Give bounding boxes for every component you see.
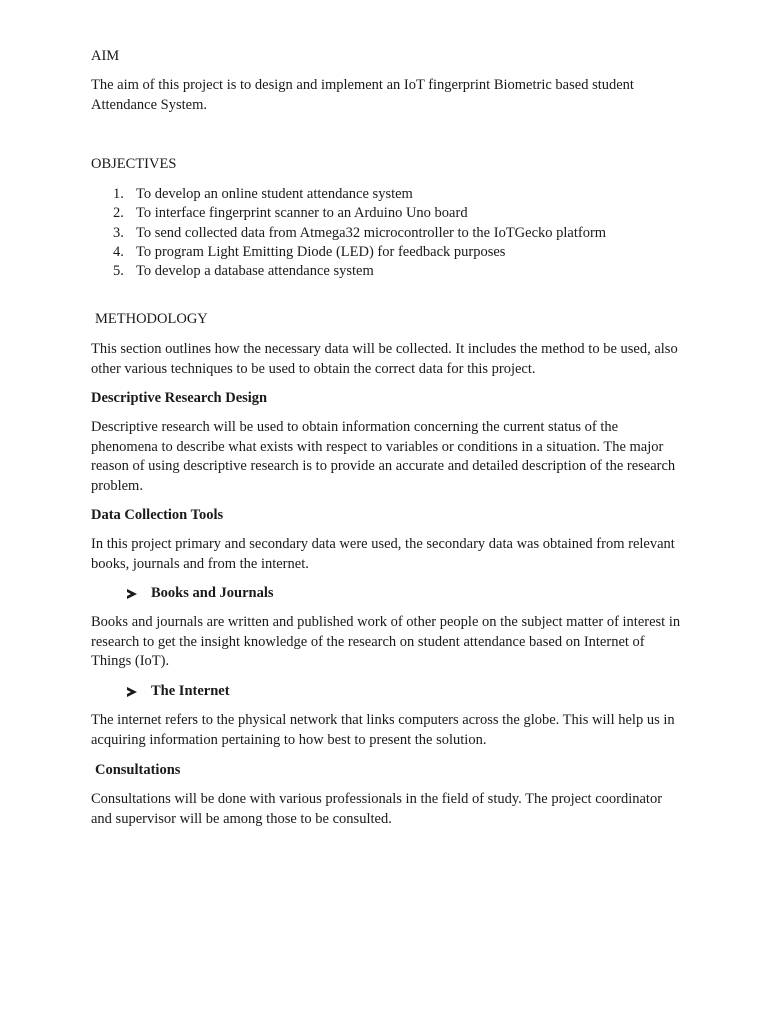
consultations-heading: Consultations <box>95 762 181 778</box>
objective-number: 3. <box>113 224 124 241</box>
aim-heading: AIM <box>91 48 120 64</box>
objective-text: To send collected data from Atmega32 microcontroller to the IoTGecko platform <box>136 224 607 241</box>
internet-heading: The Internet <box>151 683 230 699</box>
descriptive-text: Descriptive research will be used to obtain information concerning the current status of the phenomena to describe what exists with respect to variables or conditions in a situation. The major reason of using descriptive research is to provide an accurate and detailed description of the research problem. <box>91 419 676 494</box>
books-text: Books and journals are written and published work of other people on the subject matter of interest in research to get the insight knowledge of the research on student attendance based on Internet of Things (IoT). <box>91 614 681 670</box>
consultations-text: Consultations will be done with various professionals in the field of study. The project coordinator and supervisor will be among those to be consulted. <box>91 791 663 827</box>
descriptive-heading: Descriptive Research Design <box>91 390 268 406</box>
objective-item <box>91 224 606 243</box>
objective-number: 5. <box>113 263 124 280</box>
objectives-heading: OBJECTIVES <box>91 156 177 172</box>
internet-text: The internet refers to the physical network that links computers across the globe. This will help us in acquiring information pertaining to how best to present the solution. <box>91 712 675 748</box>
objective-number: 2. <box>113 205 124 222</box>
objective-item <box>91 185 606 204</box>
data-collection-text: In this project primary and secondary data were used, the secondary data was obtained from relevant books, journals and from the internet. <box>91 536 675 572</box>
objective-text: To develop a database attendance system <box>136 263 374 280</box>
objective-item <box>91 204 606 223</box>
objectives-list <box>91 185 606 281</box>
objective-item <box>91 262 606 281</box>
methodology-intro: This section outlines how the necessary data will be collected. It includes the method to be used, also other various techniques to be used to obtain the correct data for this project. <box>91 341 678 377</box>
arrowhead-bullet-icon <box>127 589 137 599</box>
objective-text: To develop an online student attendance system <box>136 186 413 202</box>
objective-item <box>91 243 606 262</box>
objective-text: To program Light Emitting Diode (LED) for feedback purposes <box>136 243 506 260</box>
books-heading: Books and Journals <box>151 585 274 601</box>
methodology-heading: METHODOLOGY <box>95 311 208 327</box>
internet-subheading <box>151 682 230 702</box>
aim-text: The aim of this project is to design and implement an IoT fingerprint Biometric based student Attendance System. <box>91 77 634 113</box>
books-subheading <box>151 584 274 604</box>
objective-number: 4. <box>113 243 124 260</box>
data-collection-heading: Data Collection Tools <box>91 507 224 523</box>
objective-number: 1. <box>113 186 124 202</box>
arrowhead-bullet-icon <box>127 687 137 697</box>
objective-text: To interface fingerprint scanner to an Arduino Uno board <box>136 205 468 222</box>
